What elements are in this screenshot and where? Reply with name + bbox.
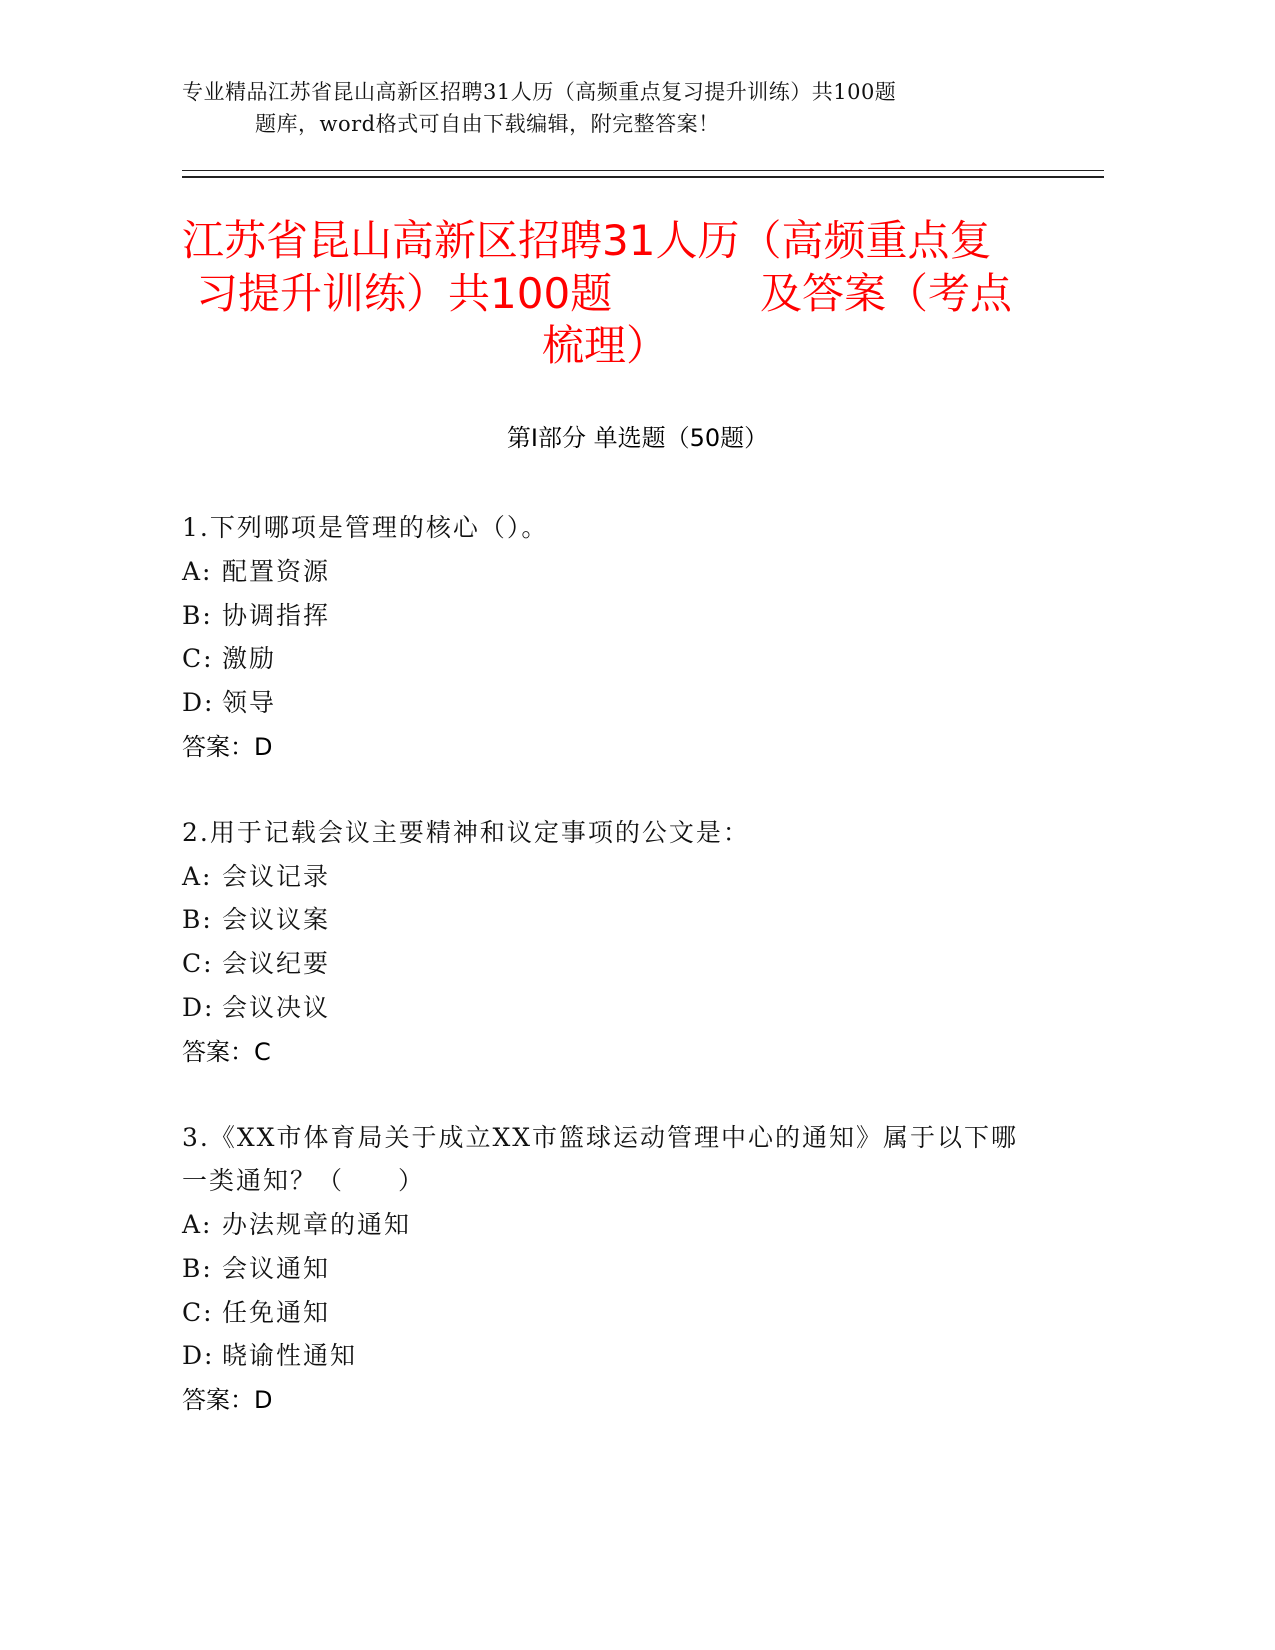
option-key: A:: [182, 557, 213, 586]
question-3-option-a: [182, 1205, 411, 1241]
doc-title-line-3: 梳理）: [542, 321, 669, 370]
header-line-1: 专业精品江苏省昆山高新区招聘31人历（高频重点复习提升训练）共100题: [182, 80, 897, 104]
doc-title-line-2b: 及答案（考点: [760, 269, 1013, 318]
option-key: C:: [182, 1298, 214, 1327]
question-1-option-c: [182, 639, 276, 675]
option-text: 领导: [222, 688, 277, 717]
doc-title-line-1: 江苏省昆山高新区招聘31人历（高频重点复: [182, 216, 992, 265]
question-2-text: 2.用于记载会议主要精神和议定事项的公文是：: [182, 818, 750, 847]
question-1-text: 1.下列哪项是管理的核心（）。: [182, 513, 549, 542]
question-2-option-d: [182, 988, 330, 1024]
question-1-answer: 答案：D: [182, 733, 273, 761]
option-key: A:: [182, 1210, 213, 1239]
option-text: 办法规章的通知: [222, 1210, 412, 1239]
option-text: 会议通知: [222, 1254, 331, 1283]
question-3-text-line-2: 一类通知？（ ）: [182, 1166, 426, 1195]
doc-title-line-2a: 习提升训练）共100题: [196, 269, 613, 318]
option-key: B:: [182, 601, 213, 630]
question-3-answer: 答案：D: [182, 1386, 273, 1414]
question-3-option-d: [182, 1336, 357, 1372]
question-1-option-b: [182, 596, 330, 632]
question-1-option-a: [182, 552, 330, 588]
option-text: 会议决议: [222, 993, 331, 1022]
option-key: B:: [182, 905, 213, 934]
option-key: D:: [182, 1341, 215, 1370]
header-divider-thick: [182, 176, 1104, 178]
option-text: 协调指挥: [222, 601, 331, 630]
question-3-option-c: [182, 1293, 330, 1329]
header-line-2: 题库，word格式可自由下载编辑，附完整答案！: [255, 112, 720, 136]
option-key: C:: [182, 644, 214, 673]
option-text: 任免通知: [222, 1298, 331, 1327]
option-text: 晓谕性通知: [222, 1341, 358, 1370]
question-2-option-c: [182, 944, 330, 980]
section-heading: 第Ⅰ部分 单选题（50题）: [506, 424, 769, 452]
question-1-option-d: [182, 683, 276, 719]
option-key: D:: [182, 688, 215, 717]
question-2-option-b: [182, 900, 330, 936]
option-key: D:: [182, 993, 215, 1022]
option-text: 会议记录: [222, 862, 331, 891]
question-3-text-line-1: 3.《XX市体育局关于成立XX市篮球运动管理中心的通知》属于以下哪: [182, 1123, 1019, 1152]
option-text: 激励: [222, 644, 277, 673]
option-key: C:: [182, 949, 214, 978]
option-key: A:: [182, 862, 213, 891]
question-3-option-b: [182, 1249, 330, 1285]
option-text: 会议议案: [222, 905, 331, 934]
option-text: 会议纪要: [222, 949, 331, 978]
option-text: 配置资源: [222, 557, 331, 586]
option-key: B:: [182, 1254, 213, 1283]
header-divider-thin: [182, 170, 1104, 171]
question-2-option-a: [182, 857, 330, 893]
question-2-answer: 答案：C: [182, 1038, 271, 1066]
